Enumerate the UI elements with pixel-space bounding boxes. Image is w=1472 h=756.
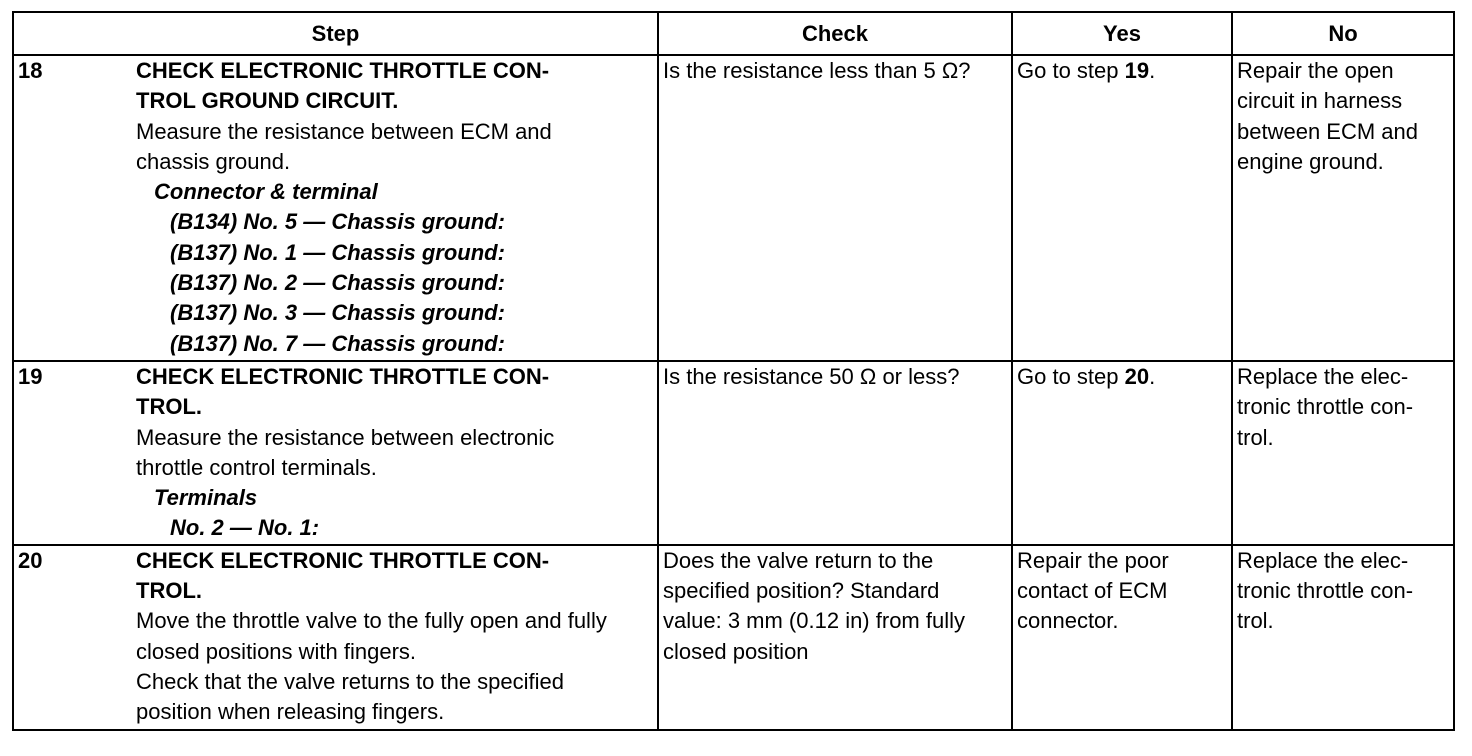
check-text-line: specified position? Standard — [663, 578, 940, 604]
check-text: Is the resistance less than 5 Ω? — [663, 58, 971, 83]
no-cell — [1232, 361, 1454, 545]
step-instruction-line: throttle control terminals. — [136, 454, 377, 480]
table-row-step-18 — [13, 55, 1454, 361]
terminal-item: (B137) No. 3 — Chassis ground: — [170, 300, 505, 326]
header-check: Check — [658, 12, 1012, 55]
step-cell — [13, 361, 658, 545]
step-instruction-line: Move the throttle valve to the fully open and fully — [136, 608, 607, 634]
check-text-line: value: 3 mm (0.12 in) from fully — [663, 608, 965, 634]
step-number: 18 — [18, 58, 43, 83]
yes-cell — [1012, 55, 1232, 361]
yes-text — [1017, 362, 1227, 392]
step-instruction-line: Measure the resistance between electronic — [136, 424, 555, 450]
no-text-line: between ECM and — [1237, 118, 1418, 144]
no-text-line: tronic throttle con- — [1237, 394, 1414, 420]
no-text-line: Replace the elec- — [1237, 547, 1409, 573]
step-title-line: TROL. — [136, 578, 202, 604]
step-instruction-line: position when releasing fingers. — [136, 699, 445, 725]
check-cell — [658, 361, 1012, 545]
check-cell — [658, 55, 1012, 361]
yes-prefix: Go to step — [1017, 58, 1125, 83]
no-text-line: Repair the open — [1237, 58, 1394, 83]
step-instruction-line: chassis ground. — [136, 148, 291, 174]
header-no: No — [1232, 12, 1454, 55]
yes-text-line: Repair the poor — [1017, 547, 1169, 573]
no-text-line: tronic throttle con- — [1237, 578, 1414, 604]
step-cell — [13, 55, 658, 361]
terminal-item: (B137) No. 2 — Chassis ground: — [170, 270, 505, 296]
step-title-line: CHECK ELECTRONIC THROTTLE CON- — [136, 58, 550, 83]
yes-step-ref: 19 — [1124, 58, 1150, 83]
step-title-line: TROL. — [136, 394, 202, 420]
step-number: 20 — [18, 547, 43, 573]
no-text-line: trol. — [1237, 424, 1274, 450]
no-text-line: Replace the elec- — [1237, 364, 1409, 389]
yes-text-line: connector. — [1017, 608, 1119, 634]
table-header-row — [13, 12, 1454, 55]
terminal-item: No. 2 — No. 1: — [170, 515, 320, 541]
no-cell — [1232, 55, 1454, 361]
terminal-item: (B137) No. 1 — Chassis ground: — [170, 239, 505, 265]
header-yes: Yes — [1012, 12, 1232, 55]
step-instruction-line: Check that the valve returns to the specified — [136, 668, 565, 694]
yes-cell — [1012, 545, 1232, 730]
terminal-item: (B137) No. 7 — Chassis ground: — [170, 330, 505, 356]
table-row-step-19 — [13, 361, 1454, 545]
step-instruction-line: closed positions with fingers. — [136, 638, 417, 664]
table-row-step-20 — [13, 545, 1454, 730]
no-text-line: engine ground. — [1237, 148, 1384, 174]
step-title-line: TROL GROUND CIRCUIT. — [136, 88, 399, 114]
step-title-line: CHECK ELECTRONIC THROTTLE CON- — [136, 364, 550, 389]
step-cell — [13, 545, 658, 730]
yes-text-line: contact of ECM — [1017, 578, 1168, 604]
step-title-line: CHECK ELECTRONIC THROTTLE CON- — [136, 547, 550, 573]
step-instruction-line: Measure the resistance between ECM and — [136, 118, 552, 144]
sub-heading: Terminals — [154, 485, 258, 511]
check-cell — [658, 545, 1012, 730]
yes-cell — [1012, 361, 1232, 545]
check-text: Is the resistance 50 Ω or less? — [663, 364, 960, 389]
check-text-line: closed position — [663, 638, 809, 664]
yes-suffix: . — [1149, 58, 1156, 83]
no-text-line: circuit in harness — [1237, 88, 1403, 114]
check-text-line: Does the valve return to the — [663, 547, 934, 573]
terminal-item: (B134) No. 5 — Chassis ground: — [170, 209, 505, 235]
header-step: Step — [13, 12, 658, 55]
sub-heading: Connector & terminal — [154, 179, 378, 205]
yes-text — [1017, 56, 1227, 86]
yes-suffix: . — [1149, 364, 1156, 389]
diagnostic-table — [12, 11, 1455, 731]
no-text-line: trol. — [1237, 608, 1274, 634]
step-number: 19 — [18, 364, 43, 389]
yes-prefix: Go to step — [1017, 364, 1125, 389]
yes-step-ref: 20 — [1124, 364, 1150, 389]
no-cell — [1232, 545, 1454, 730]
